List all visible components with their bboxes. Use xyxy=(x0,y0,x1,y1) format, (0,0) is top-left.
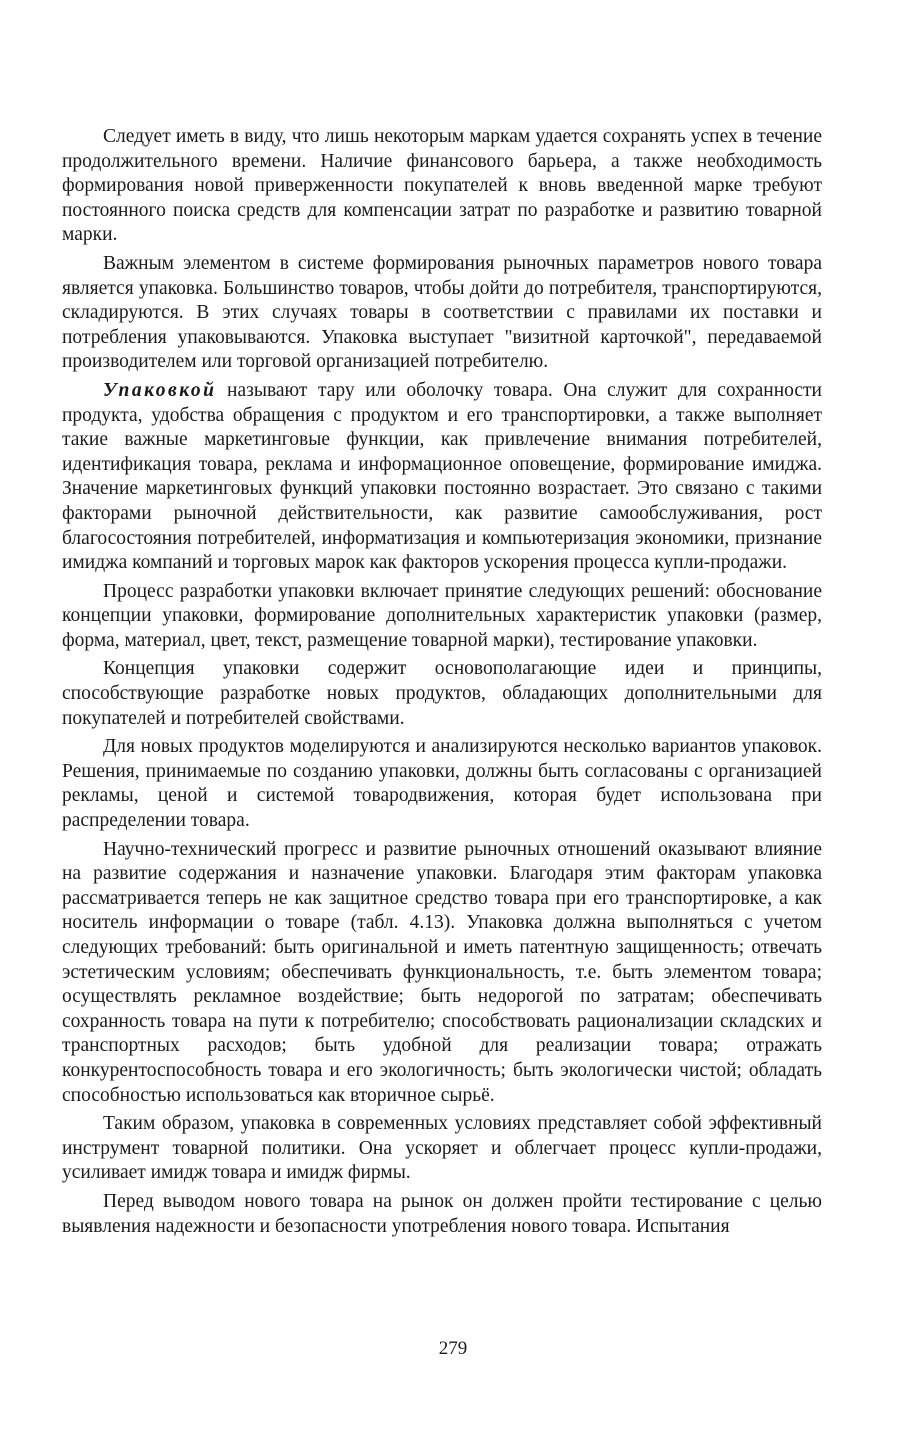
paragraph xyxy=(62,252,822,375)
paragraph-text: Перед выводом нового товара на рынок он должен пройти тестирование с целью выявления надежности и безопасности употребления нового товара. Испытания xyxy=(62,1190,822,1237)
paragraph xyxy=(62,1112,822,1186)
paragraph-text: Для новых продуктов моделируются и анализируются несколько вариантов упаковок. Решения, принимаемые по созданию упаковки, должны быть согласованы с организацией рекламы, ценой и системой товародвижения, которая будет использована при распределении товара. xyxy=(62,736,822,832)
paragraph-text: Процесс разработки упаковки включает принятие следующих решений: обоснование концепции упаковки, формирование дополнительных характеристик упаковки (размер, форма, материал, цвет, текст, размещение товарной марки), тестирование упаковки. xyxy=(62,580,822,651)
page-number: 279 xyxy=(438,1338,468,1359)
paragraph xyxy=(62,379,822,576)
paragraph xyxy=(62,580,822,654)
paragraph-text: называют тару или оболочку товара. Она служит для сохранности продукта, удобства обращения с продуктом и его транспортировки, а также выполняет такие важные маркетинговые функции, как привлечение внимания потребителей, идентификация товара, реклама и информационное оповещение, формирование имиджа. Значение маркетинговых функций упаковки постоянно возрастает. Это связано с такими факторами рыночной действительности, как развитие самообслуживания, рост благосостояния потребителей, информатизация и компьютеризация экономики, признание имиджа компаний и торговых марок как факторов ускорения процесса купли-продажи. xyxy=(62,379,822,574)
paragraph xyxy=(62,657,822,731)
paragraph-text: Научно-технический прогресс и развитие рыночных отношений оказывают влияние на развитие содержания и назначение упаковки. Благодаря этим факторам упаковка рассматривается теперь не как защитное средство товара при его транспортировке, а как носитель информации о товаре (табл. 4.13). Упаковка должна выполняться с учетом следующих требований: быть оригинальной и иметь патентную защищенность; отвечать эстетическим условиям; обеспечивать функциональность, т.е. быть элементом товара; осуществлять рекламное воздействие; быть недорогой по затратам; обеспечивать сохранность товара на пути к потребителю; способствовать рационализации складских и транспортных расходов; быть удобной для реализации товара; отражать конкурентоспособность товара и его экологичность; быть экологически чистой; обладать способностью использоваться как вторичное сырьё. xyxy=(62,838,822,1106)
paragraph xyxy=(62,735,822,833)
paragraph-text: Следует иметь в виду, что лишь некоторым маркам удается сохранять успех в течение продолжительного времени. Наличие финансового барьера, а также необходимость формирования новой приверженности покупателей к вновь введенной марке требуют постоянного поиска средств для компенсации затрат по разработке и развитию товарной марки. xyxy=(62,126,822,246)
paragraph-text: Концепция упаковки содержит основополагающие идеи и принципы, способствующие разработке новых продуктов, обладающих дополнительными для покупателей и потребителей свойствами. xyxy=(62,658,822,729)
paragraph-text: Таким образом, упаковка в современных условиях представляет собой эффективный инструмент товарной политики. Она ускоряет и облегчает процесс купли-продажи, усиливает имидж товара и имидж фирмы. xyxy=(62,1113,822,1184)
page-body xyxy=(62,125,822,1243)
paragraph xyxy=(62,125,822,248)
paragraph xyxy=(62,838,822,1109)
paragraph-text: Важным элементом в системе формирования рыночных параметров нового товара является упаковка. Большинство товаров, чтобы дойти до потребителя, транспортируются, складируются. В этих случаях товары в соответствии с правилами их поставки и потребления упаковываются. Упаковка выступает "визитной карточкой", передаваемой производителем или торговой организацией потребителю. xyxy=(62,252,822,373)
defined-term: Упаковкой xyxy=(103,379,217,401)
paragraph xyxy=(62,1190,822,1239)
